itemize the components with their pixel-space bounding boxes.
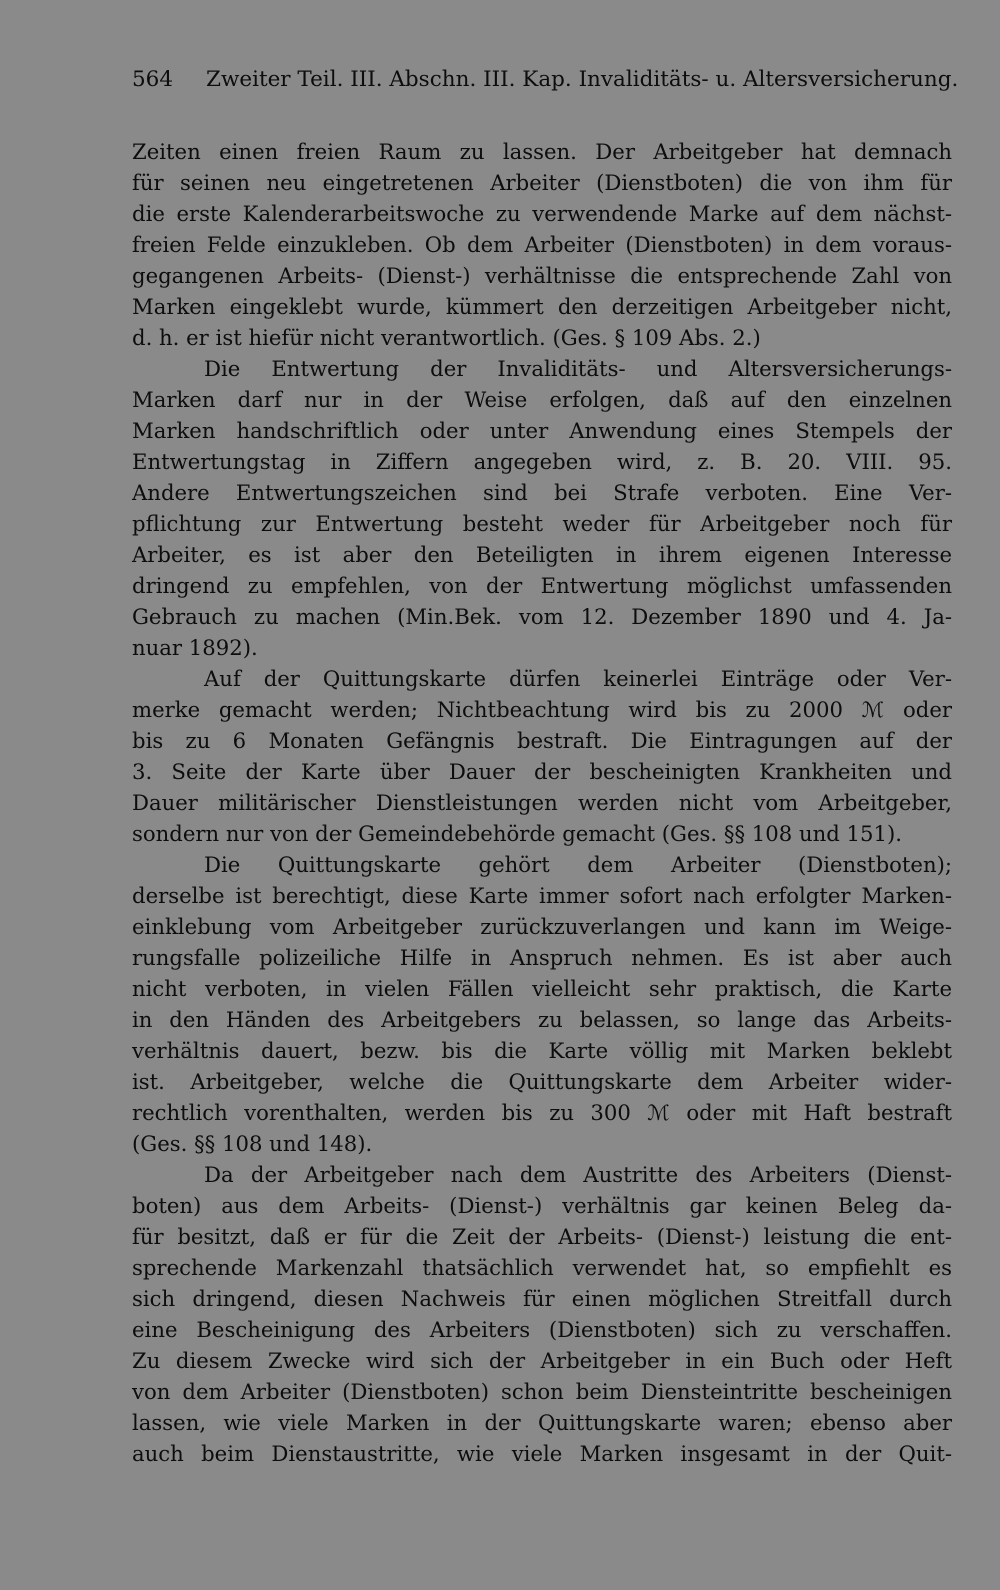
text-line: für seinen neu eingetretenen Arbeiter (Dienstboten) die von ihm für [132,170,952,195]
text-line: nuar 1892). [132,635,258,660]
text-line: in den Händen des Arbeitgebers zu belassen, so lange das Arbeits- [132,1007,952,1032]
text-line: Auf der Quittungskarte dürfen keinerlei Einträge oder Ver- [204,666,952,691]
text-line: d. h. er ist hiefür nicht verantwortlich. (Ges. § 109 Abs. 2.) [132,325,761,350]
text-line: die erste Kalenderarbeitswoche zu verwendende Marke auf dem nächst- [132,201,952,226]
text-line: Entwertungstag in Ziffern angegeben wird, z. B. 20. VIII. 95. [132,449,952,474]
text-line: lassen, wie viele Marken in der Quittungskarte waren; ebenso aber [132,1410,952,1435]
text-line: einklebung vom Arbeitgeber zurückzuverlangen und kann im Weige- [132,914,952,939]
text-line: von dem Arbeiter (Dienstboten) schon beim Diensteintritte bescheinigen [132,1379,952,1404]
text-line: boten) aus dem Arbeits- (Dienst-) verhältnis gar keinen Beleg da- [132,1193,952,1218]
text-line: für besitzt, daß er für die Zeit der Arbeits- (Dienst-) leistung die ent- [132,1224,952,1249]
text-line: Die Entwertung der Invaliditäts- und Altersversicherungs- [204,356,952,381]
text-line: Da der Arbeitgeber nach dem Austritte des Arbeiters (Dienst- [204,1162,952,1187]
running-header [132,64,958,96]
text-line: Zu diesem Zwecke wird sich der Arbeitgeber in ein Buch oder Heft [132,1348,952,1373]
text-line: sondern nur von der Gemeindebehörde gemacht (Ges. §§ 108 und 151). [132,821,902,846]
text-line: verhältnis dauert, bezw. bis die Karte völlig mit Marken beklebt [132,1038,952,1063]
text-line: Die Quittungskarte gehört dem Arbeiter (Dienstboten); [204,852,952,877]
text-line: sprechende Markenzahl thatsächlich verwendet hat, so empfiehlt es [132,1255,952,1280]
text-line: (Ges. §§ 108 und 148). [132,1131,373,1156]
text-line: Arbeiter, es ist aber den Beteiligten in ihrem eigenen Interesse [132,542,952,567]
running-title: Zweiter Teil. III. Abschn. III. Kap. Invaliditäts- u. Altersversicherung. [206,67,958,92]
text-line: nicht verboten, in vielen Fällen vielleicht sehr praktisch, die Karte [132,976,952,1001]
text-line: Andere Entwertungszeichen sind bei Strafe verboten. Eine Ver- [132,480,952,505]
text-line: derselbe ist berechtigt, diese Karte immer sofort nach erfolgter Marken- [132,883,952,908]
body-text [132,136,952,1469]
page-number: 564 [132,67,174,92]
text-line: rungsfalle polizeiliche Hilfe in Anspruch nehmen. Es ist aber auch [132,945,952,970]
text-line: pflichtung zur Entwertung besteht weder für Arbeitgeber noch für [132,511,952,536]
text-line: freien Felde einzukleben. Ob dem Arbeiter (Dienstboten) in dem voraus- [132,232,952,257]
text-line: sich dringend, diesen Nachweis für einen möglichen Streitfall durch [132,1286,952,1311]
text-line: Marken eingeklebt wurde, kümmert den derzeitigen Arbeitgeber nicht, [132,294,952,319]
text-line: auch beim Dienstaustritte, wie viele Marken insgesamt in der Quit- [132,1441,952,1466]
text-line: Marken darf nur in der Weise erfolgen, daß auf den einzelnen [132,387,952,412]
text-line: bis zu 6 Monaten Gefängnis bestraft. Die Eintragungen auf der [132,728,952,753]
text-line: dringend zu empfehlen, von der Entwertung möglichst umfassenden [132,573,952,598]
text-line: rechtlich vorenthalten, werden bis zu 300 ℳ oder mit Haft bestraft [132,1100,952,1125]
text-line: Dauer militärischer Dienstleistungen werden nicht vom Arbeitgeber, [132,790,952,815]
text-line: 3. Seite der Karte über Dauer der bescheinigten Krankheiten und [132,759,952,784]
text-line: Zeiten einen freien Raum zu lassen. Der Arbeitgeber hat demnach [132,139,952,164]
text-line: eine Bescheinigung des Arbeiters (Dienstboten) sich zu verschaffen. [132,1317,952,1342]
text-line: merke gemacht werden; Nichtbeachtung wird bis zu 2000 ℳ oder [132,697,952,722]
text-line: Gebrauch zu machen (Min.Bek. vom 12. Dezember 1890 und 4. Ja- [132,604,952,629]
text-line: gegangenen Arbeits- (Dienst-) verhältnisse die entsprechende Zahl von [132,263,952,288]
text-line: ist. Arbeitgeber, welche die Quittungskarte dem Arbeiter wider- [132,1069,952,1094]
text-line: Marken handschriftlich oder unter Anwendung eines Stempels der [132,418,952,443]
